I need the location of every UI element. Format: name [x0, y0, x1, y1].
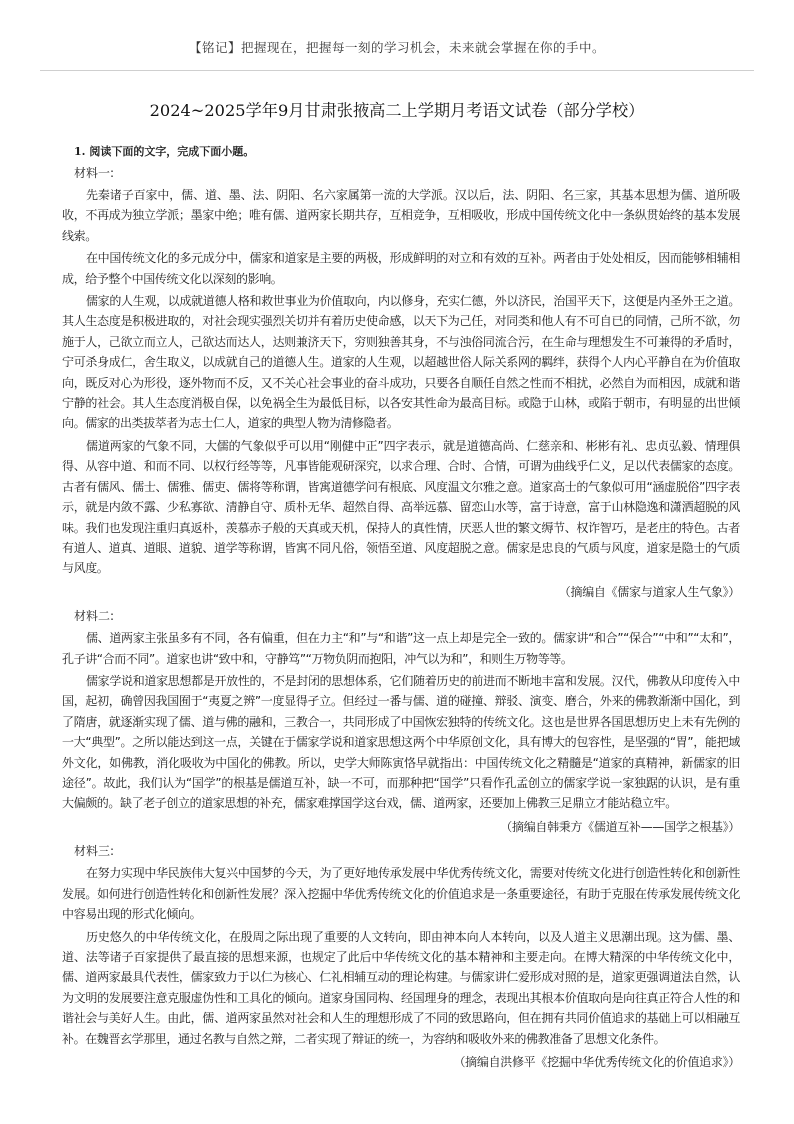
header-divider: [40, 70, 754, 71]
material-paragraph: 儒家学说和道家思想都是开放性的，不是封闭的思想体系，它们随着历史的前进而不断地丰富和发展。汉代，佛教从印度传入中国，起初，确曾因我国囿于“夷夏之辨”一度显得孑立。但经过一番与儒、道的碰撞、辩驳、演变、磨合，外来的佛教渐渐中国化，到了隋唐，就逐渐实现了儒、道与佛的融和，三教合一，共同形成了中国恢宏独特的传统文化。这也是世界各国思想历史上未有先例的一大“典型”。之所以能达到这一点，关键在于儒家学说和道家思想这两个中华原创文化，具有博大的包容性，是坚强的“胃”，能把域外文化，如佛教，消化吸收为中国化的佛教。所以，史学大师陈寅恪早就指出：中国传统文化之精髓是“道家的真精神，新儒家的旧途径”。故此，我们认为“国学”的根基是儒道互补，缺一不可，而那种把“国学”只看作孔孟创立的儒家学说一家独踞的认识，是有重大偏颇的。缺了老子创立的道家思想的补充，儒家难撑国学这台戏，儒、道两家，还要加上佛教三足鼎立才能站稳立牢。: [62, 674, 740, 811]
material-label: 材料二:: [74, 609, 115, 624]
material-paragraph: 儒道两家的气象不同，大儒的气象似乎可以用“刚健中正”四字表示，就是道德高尚、仁慈亲和、彬彬有礼、忠贞弘毅、情理俱得、从容中道、和而不同、以权行经等等，凡事皆能观研深究，以求合理、合时、合情，可谓为曲线乎仁义，足以代表儒家的态度。古者有儒风、儒士、儒雅、儒吏、儒将等称谓，皆寓道德学问有根底、风度温文尔雅之意。道家高士的气象似可用“涵虚脱俗”四字表示，就是内敛不露、少私寡欲、清静自守、质朴无华、超然自得、高举远慕、留恋山水等，富于诗意，富于山林隐逸和潇洒超脱的风味。我们也发现注重归真返朴，羡慕赤子般的天真或天机，保持人的真性情，厌恶人世的繁文缛节、权诈智巧，是老庄的特色。古者有道人、道真、道眼、道貌、道学等称谓，皆寓不同凡俗，领悟至道、风度超脱之意。儒家是忠良的气质与风度，道家是隐士的气质与风度。: [62, 438, 740, 576]
material-one: [62, 164, 740, 602]
page-title: 2024~2025学年9月甘肃张掖高二上学期月考语文试卷（部分学校）: [149, 101, 645, 120]
question-prompt: 1. 阅读下面的文字，完成下面小题。: [74, 145, 255, 158]
material-two: [62, 607, 740, 837]
material-paragraph: 在中国传统文化的多元成分中，儒家和道家是主要的两极，形成鲜明的对立和有效的互补。两者由于处处相反，因而能够相辅相成，给予整个中国传统文化以深刻的影响。: [62, 251, 740, 286]
material-paragraph: 历史悠久的中华传统文化，在殷周之际出现了重要的人文转向，即由神本向人本转向，以及人道主义思潮出现。这为儒、墨、道、法等诸子百家提供了最直接的思想来源，也规定了此后中华传统文化的基本精神和主要走向。在博大精深的中华传统文化中，儒、道两家最具代表性，儒家致力于以仁为核心、仁礼相辅互动的理论构建。与儒家讲仁爱形成对照的是，道家更强调道法自然，认为文明的发展要注意克服虚伪性和工具化的倾向。道家身国同构、经国理身的理念，表现出其根本价值取向是向往真正符合人性的和谐社会与美好人生。由此，儒、道两家虽然对社会和人生的理想形成了不同的致思路向，但在拥有共同价值追求的基础上可以相融互补。在魏晋玄学那里，通过名教与自然之辩，二者实现了辩证的统一，为容纳和吸收外来的佛教准备了思想文化条件。: [62, 929, 740, 1046]
material-paragraph: 儒、道两家主张虽多有不同，各有偏重，但在力主“和”与“和谐”这一点上却是完全一致的。儒家讲“和合”“保合”“中和”“太和”，孔子讲“合而不同”。道家也讲“致中和，守静笃”“万物负阴而抱阳，冲气以为和”，和则生万物等等。: [62, 631, 740, 666]
material-paragraph: 在努力实现中华民族伟大复兴中国梦的今天，为了更好地传承发展中华优秀传统文化，需要对传统文化进行创造性转化和创新性发展。如何进行创造性转化和创新性发展？深入挖掘中华优秀传统文化的价值追求是一条重要途径，有助于克服在传承发展传统文化中容易出现的形式化倾向。: [62, 866, 740, 922]
question-content: [62, 141, 740, 1078]
material-paragraph: 先秦诸子百家中，儒、道、墨、法、阴阳、名六家属第一流的大学派。汉以后，法、阴阳、名三家，其基本思想为儒、道所吸收，不再成为独立学派；墨家中绝；唯有儒、道两家长期共存，互相竞争，互相吸收，形成中国传统文化中一条纵贯始终的基本发展线索。: [62, 188, 740, 243]
material-paragraph: 儒家的人生观，以成就道德人格和救世事业为价值取向，内以修身，充实仁德，外以济民，治国平天下，这便是内圣外王之道。其人生态度是积极进取的，对社会现实强烈关切并有着历史使命感，以天下为己任，对同类和他人有不可自已的同情，己所不欲，勿施于人，己欲立而立人，己欲达而达人，达则兼济天下，穷则独善其身，不与浊俗同流合污，在生命与理想发生不可兼得的矛盾时，宁可杀身成仁，舍生取义，以成就自己的道德人生。道家的人生观，以超越世俗人际关系网的羁绊，获得个人内心平静自在为价值取向，既反对心为形役，逐外物而不反，又不关心社会事业的奋斗成功，只要各自顺任自然之性而不相扰，必然自为而相因，成就和谐宁静的社会。其人生态度消极自保，以免祸全生为最低目标，以各安其性命为最高目标。或隐于山林，或陷于朝市，有明显的出世倾向。儒家的出类拔萃者为志士仁人，道家的典型人物为清修隐者。: [62, 294, 740, 431]
material-three: [62, 842, 740, 1072]
material-label: 材料一:: [74, 166, 115, 180]
material-label: 材料三:: [74, 844, 115, 859]
material-source: （摘编自《儒家与道家人生气象》）: [558, 584, 740, 599]
material-source: （摘编自洪修平《挖掘中华优秀传统文化的价值追求》）: [453, 1055, 740, 1070]
header-motto: 【铭记】把握现在，把握每一刻的学习机会，未来就会掌握在你的手中。: [188, 40, 605, 55]
material-source: （摘编自韩秉方《儒道互补——国学之根基》）: [500, 819, 740, 834]
